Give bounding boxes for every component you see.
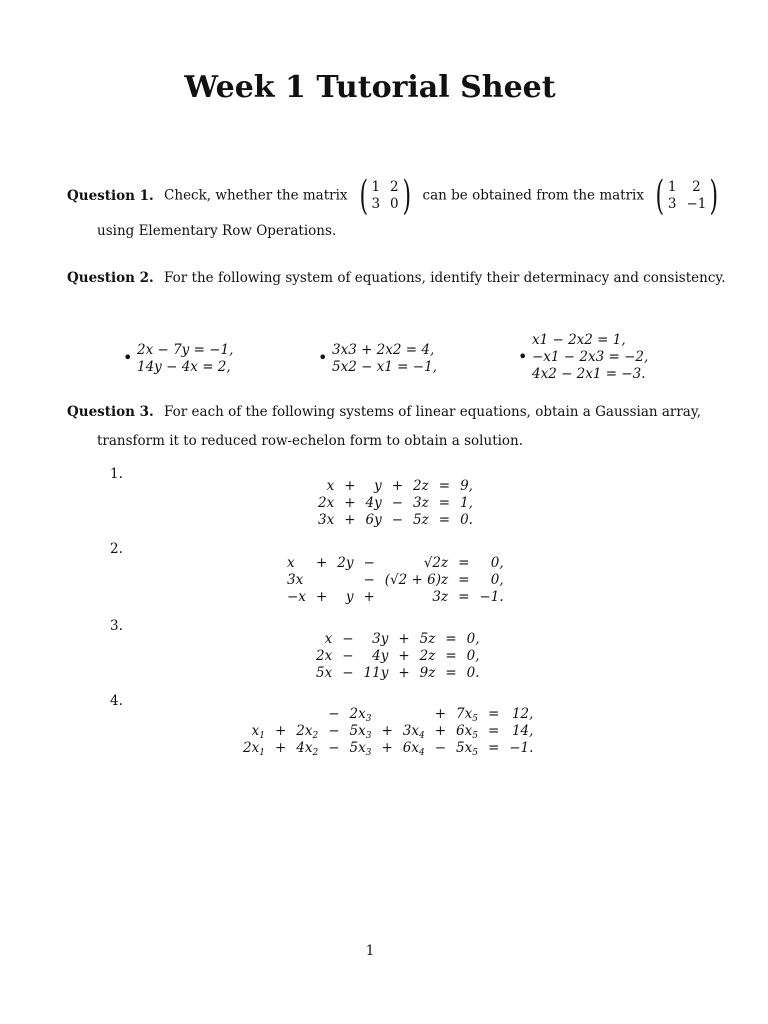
matrix-a-cell: 0 <box>390 196 399 212</box>
question-3-text-line2: transform it to reduced row-echelon form to obtain a solution. <box>97 433 524 449</box>
question-2-line <box>67 269 726 287</box>
question-1-text-after: using Elementary Row Operations. <box>97 223 337 239</box>
question-3-line <box>67 403 701 421</box>
question-2-label: Question 2. <box>67 270 154 286</box>
matrix-b: ( 1 2 3 −1 ) <box>655 173 719 219</box>
matrix-a-cell: 3 <box>371 196 381 212</box>
question-3-label: Question 3. <box>67 404 154 420</box>
equation: 2x − 7y = −1, <box>137 342 234 358</box>
question-2-text: For the following system of equations, identify their determinacy and consistency. <box>164 270 726 286</box>
equation: 4x2 − 2x1 = −3. <box>532 366 646 382</box>
matrix-b-cell: −1 <box>686 196 707 212</box>
page-number: 1 <box>365 943 375 959</box>
problem-4-system: − $2x_3$ + $7x_5$ = 12, $x_1$ + $2x_2$ − $5x_3$ + $3x_4$ + $6x_5$ = 14, $2x_1$ + $4x_2$ − $5x_3$ + $6x_4$ − $5x_5$ = −1. <box>243 706 534 758</box>
bullet-icon: • <box>518 347 528 366</box>
problem-2-number: 2. <box>110 541 123 557</box>
equation: 5x2 − x1 = −1, <box>332 359 437 375</box>
question-1-text-before: Check, whether the matrix <box>164 187 348 204</box>
bullet-icon: • <box>123 348 133 367</box>
matrix-a-cell: 2 <box>390 179 399 195</box>
matrix-a: ( 1 2 3 0 ) <box>359 173 411 219</box>
problem-4-number: 4. <box>110 693 123 709</box>
question-1-label: Question 1. <box>67 187 154 204</box>
problem-3-number: 3. <box>110 618 123 634</box>
problem-1-number: 1. <box>110 466 123 482</box>
equation: x1 − 2x2 = 1, <box>532 332 626 348</box>
matrix-a-cell: 1 <box>371 179 381 195</box>
bullet-icon: • <box>318 348 328 367</box>
matrix-b-cell: 1 <box>667 179 677 195</box>
matrix-b-cell: 2 <box>692 179 701 195</box>
page-title: Week 1 Tutorial Sheet <box>184 70 556 105</box>
question-1-line <box>67 173 726 219</box>
problem-3-system: x − 3y + 5z = 0, 2x − 4y + 2z = 0, 5x − 11y + 9z = 0. <box>316 631 480 681</box>
problem-2-system: x + 2y − √2z = 0, 3x − (√2 + 6)z = 0, −x + y + 3z = −1. <box>287 555 504 605</box>
question-3-text: For each of the following systems of linear equations, obtain a Gaussian array, <box>164 404 701 420</box>
matrix-b-cell: 3 <box>667 196 677 212</box>
problem-1-system: x + y + 2z = 9, 2x + 4y − 3z = 1, 3x + 6y − 5z = 0. <box>318 478 473 528</box>
equation: 3x3 + 2x2 = 4, <box>332 342 435 358</box>
equation: −x1 − 2x3 = −2, <box>532 349 649 365</box>
equation: 14y − 4x = 2, <box>137 359 231 375</box>
question-1-text-middle: can be obtained from the matrix <box>422 187 644 204</box>
